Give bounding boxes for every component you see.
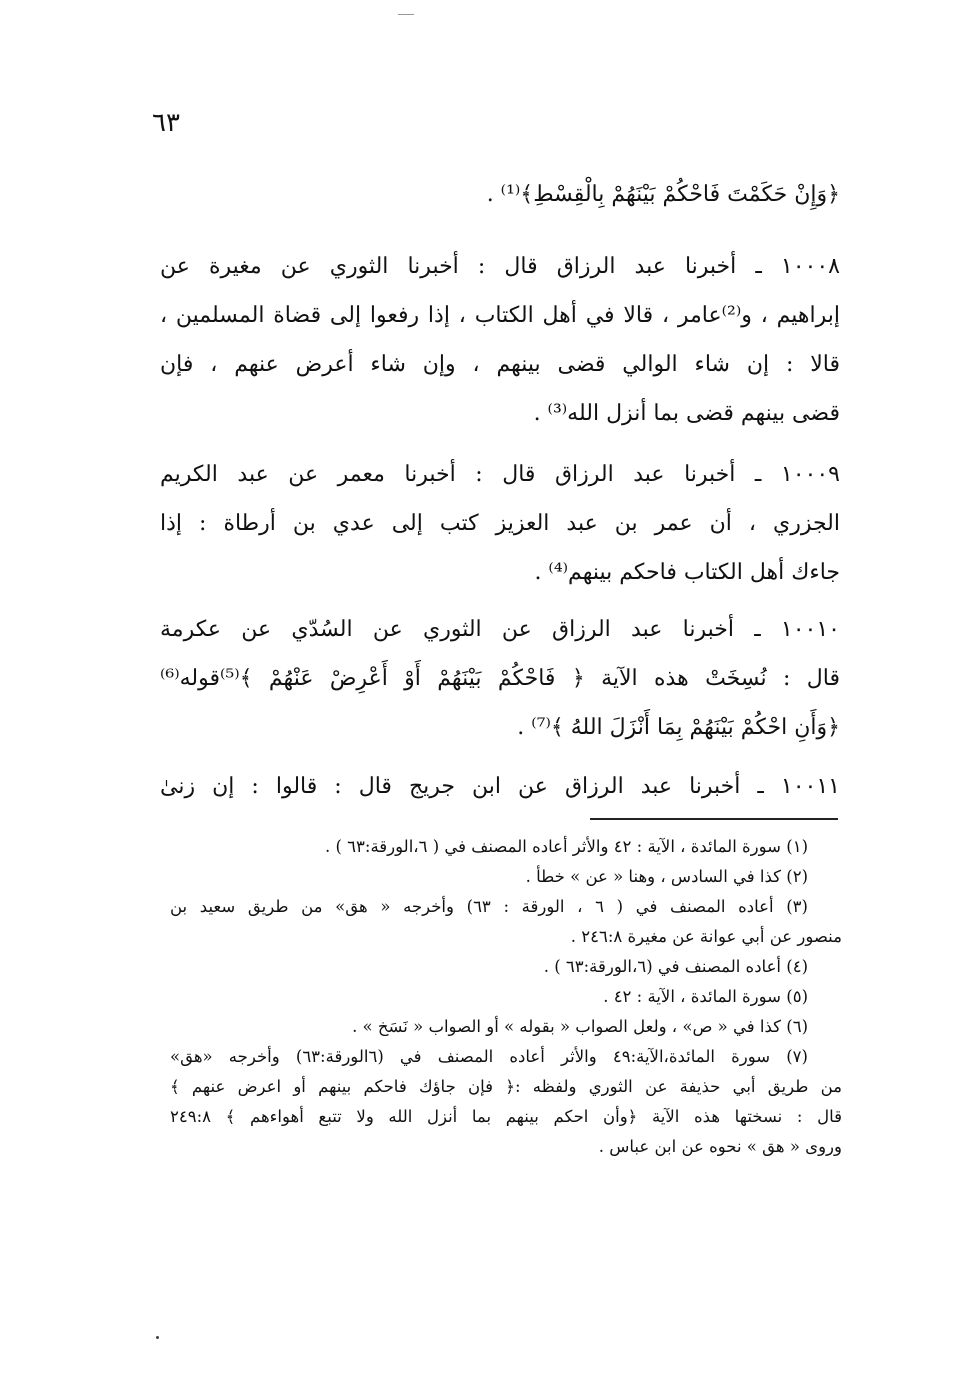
verse-text: ﴿وَإِنْ حَكَمْتَ فَاحْكُمْ بَيْنَهُمْ بِالْقِسْطِ﴾⁽¹⁾ . xyxy=(486,182,840,207)
footnote-7-continued-2: قال : نسختها هذه الآية ﴿وأن احكم بينهم بما أنزل الله ولا تتبع أهواءهم ﴾ ٢٤٩:٨ xyxy=(170,1107,842,1126)
footnote-divider xyxy=(590,818,838,820)
footnotes xyxy=(170,832,842,1162)
hadith-10008-line-4: قضى بينهم قضى بما أنزل الله⁽³⁾ . xyxy=(533,401,840,426)
footnote-1: (١) سورة المائدة ، الآية : ٤٢ والأثر أعاده المصنف في ( ٦،الورقة:٦٣ ) . xyxy=(324,837,808,856)
hadith-10009-line-1: ١٠٠٠٩ ـ أخبرنا عبد الرزاق قال : أخبرنا معمر عن عبد الكريم xyxy=(160,462,840,487)
hadith-10010 xyxy=(160,605,840,752)
hadith-10009 xyxy=(160,450,840,597)
hadith-10010-line-3: ﴿وَأَنِ احْكُمْ بَيْنَهُمْ بِمَا أَنْزَلَ اللهُ ﴾⁽⁷⁾ . xyxy=(517,715,840,740)
footnote-2: (٢) كذا في السادس ، وهنا « عن » خطأ . xyxy=(525,867,808,886)
hadith-10010-line-2: قال : نُسِخَتْ هذه الآية ﴿ فَاحْكُمْ بَيْنَهُمْ أَوْ أَعْرِضْ عَنْهُمْ ﴾⁽⁵⁾قوله⁽⁶⁾ xyxy=(160,666,840,691)
footnote-3: (٣) أعاده المصنف في ( ٦ ، الورقة : ٦٣) وأخرجه « هق» من طريق سعيد بن xyxy=(170,897,808,916)
hadith-10011 xyxy=(160,762,840,811)
footnote-6: (٦) كذا في « ص» ، ولعل الصواب « بقوله » أو الصواب « نَسَخ » . xyxy=(352,1017,808,1036)
quran-verse-line xyxy=(160,170,840,219)
footnote-5: (٥) سورة المائدة ، الآية : ٤٢ . xyxy=(603,987,808,1006)
hadith-10009-line-2: الجزري ، أن عمر بن عبد العزيز كتب إلى عدي بن أرطاة : إذا xyxy=(160,511,840,536)
footnote-3-continued: منصور عن أبي عوانة عن مغيرة ٢٤٦:٨ . xyxy=(570,927,842,946)
footnote-7-continued-3: وروى « هق » نحوه عن ابن عباس . xyxy=(598,1137,842,1156)
hadith-10008-line-2: إبراهيم ، و⁽²⁾عامر ، قالا في أهل الكتاب ، إذا رفعوا إلى قضاة المسلمين ، xyxy=(160,303,840,328)
footnote-7-continued-1: من طريق أبي حذيفة عن الثوري ولفظه :﴿ فإن جاؤك فاحكم بينهم أو اعرض عنهم ﴾ xyxy=(170,1077,842,1096)
scan-speck xyxy=(156,1336,159,1339)
footnote-7: (٧) سورة المائدة،الآية:٤٩ والأثر أعاده المصنف في (٦الورقة:٦٣) وأخرجه «هق» xyxy=(170,1047,808,1066)
hadith-10008-line-3: قالا : إن شاء الوالي قضى بينهم ، وإن شاء أعرض عنهم ، فإن xyxy=(160,352,840,377)
hadith-10008-line-1: ١٠٠٠٨ ـ أخبرنا عبد الرزاق قال : أخبرنا الثوري عن مغيرة عن xyxy=(160,254,840,279)
top-crop-mark xyxy=(398,14,414,15)
hadith-10011-line-1: ١٠٠١١ ـ أخبرنا عبد الرزاق عن ابن جريج قال : قالوا : إن زنىٰ xyxy=(160,774,840,799)
hadith-10008 xyxy=(160,242,840,438)
hadith-10009-line-3: جاءك أهل الكتاب فاحكم بينهم⁽⁴⁾ . xyxy=(534,560,840,585)
hadith-10010-line-1: ١٠٠١٠ ـ أخبرنا عبد الرزاق عن الثوري عن السُدّي عن عكرمة xyxy=(160,617,840,642)
page-number: ٦٣ xyxy=(152,108,180,138)
footnote-4: (٤) أعاده المصنف في (٦،الورقة:٦٣ ) . xyxy=(543,957,808,976)
